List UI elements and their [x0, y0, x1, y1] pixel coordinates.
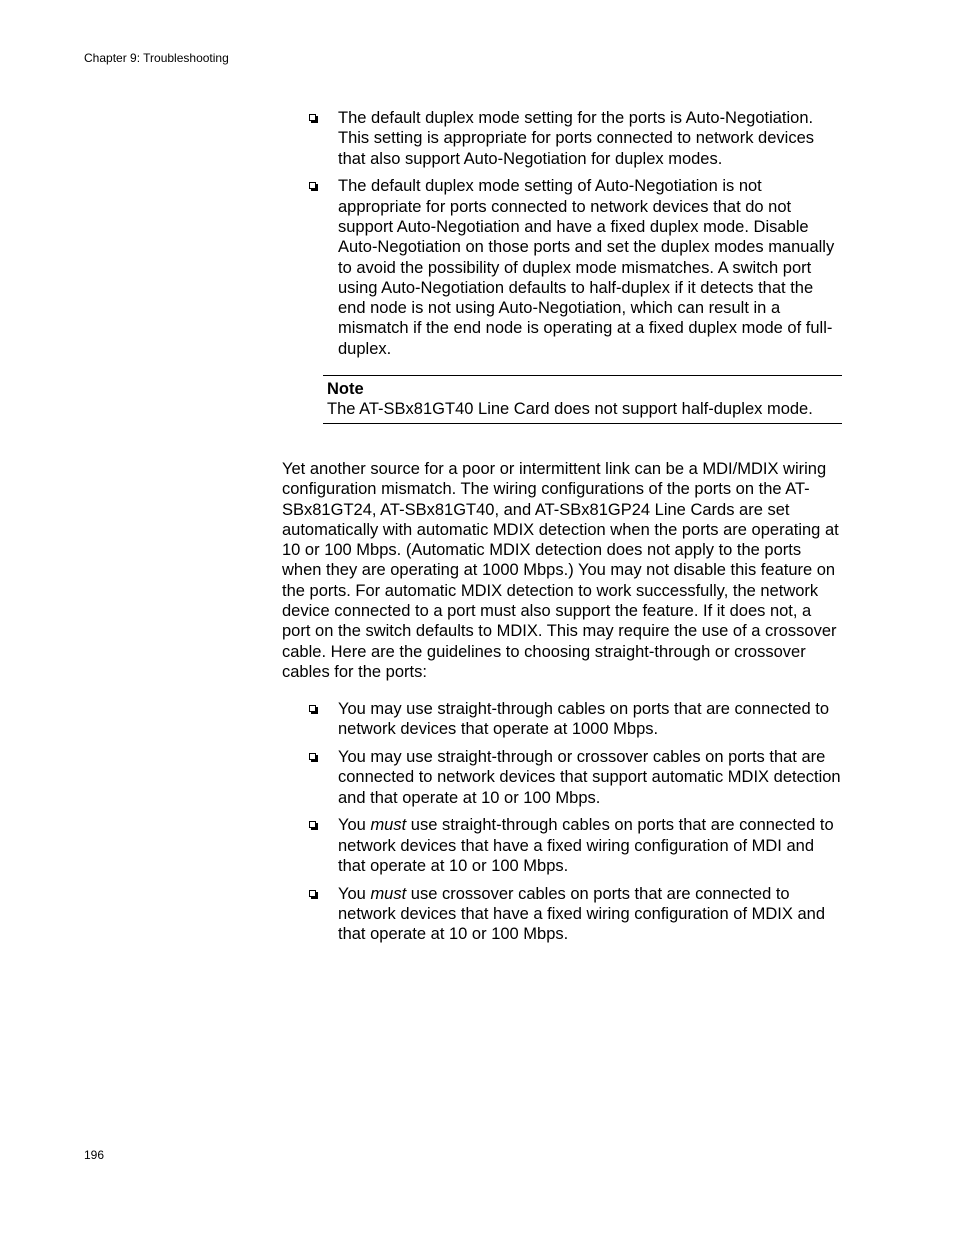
- checkbox-bullet-icon: [309, 821, 316, 828]
- list-item: [309, 884, 844, 945]
- bullet-text: You may use straight-through cables on ports that are connected to network devices that operate at 1000 Mbps.: [338, 700, 830, 739]
- emphasis-must: must: [370, 884, 407, 903]
- running-header: Chapter 9: Troubleshooting: [84, 51, 229, 65]
- list-item: [309, 108, 844, 169]
- list-item: [309, 699, 844, 740]
- bullet-text: The default duplex mode setting of Auto-Negotiation is not appropriate for ports connected to network devices that do not support Auto-Negotiation and have a fixed duplex mode. Disable Auto-Negotiation on those ports and set the duplex modes manually to avoid the possibility of duplex mode mismatches. A switch port using Auto-Negotiation defaults to half-duplex if it detects that the end node is not using Auto-Negotiation, which can result in a mismatch if the end node is operating at a fixed duplex mode of full-duplex.: [338, 177, 835, 358]
- duplex-bullet-list: [309, 108, 844, 367]
- bullet-text-end: use crossover cables on ports that are connected to network devices that have a fixed wiring configuration of MDIX and that operate at 10 or 100 Mbps.: [338, 884, 826, 944]
- checkbox-bullet-icon: [309, 705, 316, 712]
- list-item: [309, 747, 844, 808]
- note-text: The AT-SBx81GT40 Line Card does not support half-duplex mode.: [327, 400, 813, 419]
- cable-bullet-list: [309, 699, 844, 952]
- emphasis-must: must: [370, 816, 407, 835]
- mdix-paragraph: Yet another source for a poor or intermittent link can be a MDI/MDIX wiring configuration mismatch. The wiring configurations of the ports on the AT-SBx81GT24, AT-SBx81GT40, and AT-SBx81GP24 Line Cards are set automatically with automatic MDIX detection when the ports are operating at 10 or 100 Mbps. (Automatic MDIX detection does not apply to the ports when they are operating at 1000 Mbps.) You may not disable this feature on the ports. For automatic MDIX detection to work successfully, the network device connected to a port must also support the feature. If it does not, a port on the switch defaults to MDIX. This may require the use of a crossover cable. Here are the guidelines to choosing straight-through or crossover cables for the ports:: [282, 460, 839, 681]
- checkbox-bullet-icon: [309, 182, 316, 189]
- bullet-text: The default duplex mode setting for the ports is Auto-Negotiation. This setting is appropriate for ports connected to network devices that also support Auto-Negotiation for duplex modes.: [338, 109, 814, 168]
- note-title: Note: [327, 380, 364, 398]
- list-item: [309, 176, 844, 359]
- note-box: [323, 375, 842, 424]
- bullet-text-start: You: [338, 816, 371, 835]
- checkbox-bullet-icon: [309, 890, 316, 897]
- checkbox-bullet-icon: [309, 753, 316, 760]
- page-number: 196: [84, 1148, 105, 1162]
- bullet-text-end: use straight-through cables on ports that are connected to network devices that have a fixed wiring configuration of MDI and that operate at 10 or 100 Mbps.: [338, 816, 834, 876]
- list-item: [309, 815, 844, 876]
- bullet-text: You may use straight-through or crossover cables on ports that are connected to network devices that support automatic MDIX detection and that operate at 10 or 100 Mbps.: [338, 748, 841, 807]
- checkbox-bullet-icon: [309, 114, 316, 121]
- bullet-text-start: You: [338, 884, 371, 903]
